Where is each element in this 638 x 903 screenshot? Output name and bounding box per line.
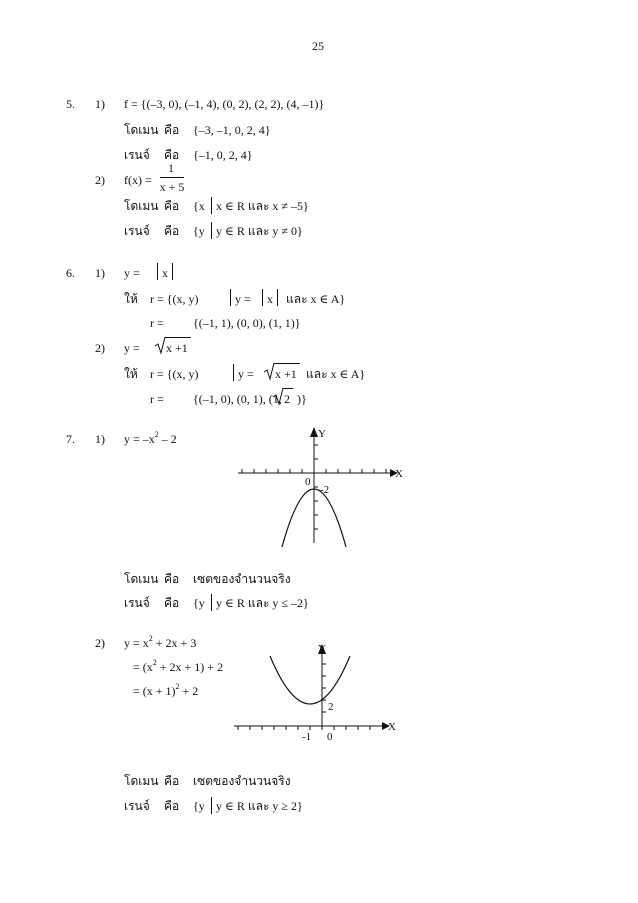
equation-part: + 2 xyxy=(179,684,199,698)
range-word: เรนจ์ xyxy=(124,148,150,162)
radical-overline xyxy=(274,363,300,364)
relation-mid: y = xyxy=(235,292,251,306)
relation-lhs: r = {(x, y) xyxy=(150,367,199,381)
x-axis-label: X xyxy=(395,468,403,480)
range-word: เรนจ์ xyxy=(124,596,150,610)
abs-content: x xyxy=(162,266,168,280)
relation-condition: และ x ∈ A} xyxy=(286,292,346,306)
domain-value: เซตของจำนวนจริง xyxy=(193,572,291,586)
domain-value: เซตของจำนวนจริง xyxy=(193,774,291,788)
exponent: 2 xyxy=(175,682,180,691)
range-word: เรนจ์ xyxy=(124,799,150,813)
y-mark-label: 2 xyxy=(328,701,334,713)
question-number: 6. xyxy=(66,266,75,280)
part-label: 2) xyxy=(95,341,105,355)
exponent: 2 xyxy=(154,430,159,439)
abs-bar-left xyxy=(157,263,158,280)
fraction-numerator: 1 xyxy=(168,161,174,175)
set-builder-condition: y ∈ R และ y ≥ 2} xyxy=(216,799,303,813)
y-axis-label: Y xyxy=(318,643,326,655)
x-mark-label: -1 xyxy=(302,731,312,743)
relation-condition: และ x ∈ A} xyxy=(306,367,366,381)
origin-label: 0 xyxy=(327,731,333,743)
fraction-denominator: x + 5 xyxy=(159,180,185,194)
radical-sign xyxy=(273,387,283,405)
equation-line-1 xyxy=(124,634,197,650)
is-word: คือ xyxy=(164,572,180,586)
equation-part: – 2 xyxy=(158,432,177,446)
relation-set-start: {(–1, 0), (0, 1), (1, xyxy=(193,392,282,406)
such-that-bar xyxy=(211,197,212,214)
set-builder-start: {y xyxy=(193,224,205,238)
domain-word: โดเมน xyxy=(124,774,159,788)
relation-lhs: r = {(x, y) xyxy=(150,292,199,306)
domain-word: โดเมน xyxy=(124,572,159,586)
is-word: คือ xyxy=(164,774,180,788)
is-word: คือ xyxy=(164,123,180,137)
such-that-bar xyxy=(233,364,234,381)
equation-part: = (x xyxy=(133,660,153,674)
origin-label: 0 xyxy=(305,476,311,488)
domain-word: โดเมน xyxy=(124,123,159,137)
equation-part: y = –x xyxy=(124,432,155,446)
function-lhs: f(x) = xyxy=(124,173,152,187)
question-number: 5. xyxy=(66,97,75,111)
domain-value: {–3, –1, 0, 2, 4} xyxy=(193,123,271,137)
abs-content: x xyxy=(267,292,273,306)
part-label: 1) xyxy=(95,266,105,280)
range-word: เรนจ์ xyxy=(124,224,150,238)
set-builder-condition: x ∈ R และ x ≠ –5} xyxy=(216,199,309,213)
question-number: 7. xyxy=(66,432,75,446)
equation-lhs: y = xyxy=(124,341,140,355)
abs-bar-right xyxy=(172,263,173,280)
relation-set: {(–1, 1), (0, 0), (1, 1)} xyxy=(193,316,301,330)
parabola-curve xyxy=(270,656,350,704)
domain-word: โดเมน xyxy=(124,199,159,213)
equation-line-3 xyxy=(133,682,199,698)
fraction-bar xyxy=(160,177,184,178)
radical-sign xyxy=(264,362,274,380)
is-word: คือ xyxy=(164,596,180,610)
radicand: x +1 xyxy=(275,367,297,381)
y-axis-label: Y xyxy=(318,428,326,440)
is-word: คือ xyxy=(164,799,180,813)
part-label: 2) xyxy=(95,636,105,650)
equation-line-2 xyxy=(133,658,224,674)
abs-bar-right xyxy=(277,289,278,306)
equation-part: + 2x + 1) + 2 xyxy=(156,660,224,674)
page-number: 25 xyxy=(312,39,324,53)
radicand: x +1 xyxy=(166,341,188,355)
equation-part: + 2x + 3 xyxy=(152,636,197,650)
equation xyxy=(124,430,177,446)
relation-lhs: r = xyxy=(150,392,164,406)
is-word: คือ xyxy=(164,148,180,162)
y-ticks xyxy=(314,445,318,529)
such-that-bar xyxy=(211,222,212,239)
x-axis-label: X xyxy=(388,721,396,733)
equation-lhs: y = xyxy=(124,266,140,280)
is-word: คือ xyxy=(164,199,180,213)
part-label: 1) xyxy=(95,97,105,111)
such-that-bar xyxy=(230,289,231,306)
radical-sign xyxy=(155,336,165,354)
y-ticks xyxy=(322,664,326,712)
set-builder-start: {x xyxy=(193,199,205,213)
set-builder-start: {y xyxy=(193,799,205,813)
parabola-graph-2 xyxy=(230,640,410,752)
relation-lhs: r = xyxy=(150,316,164,330)
such-that-bar xyxy=(211,797,212,814)
part-label: 2) xyxy=(95,173,105,187)
x-ticks xyxy=(238,726,370,730)
set-builder-start: {y xyxy=(193,596,205,610)
function-definition: f = {(–3, 0), (–1, 4), (0, 2), (2, 2), (4, –1)} xyxy=(124,97,325,111)
exponent: 2 xyxy=(152,658,157,667)
set-builder-condition: y ∈ R และ y ≠ 0} xyxy=(216,224,303,238)
relation-set-end: )} xyxy=(297,392,307,406)
such-that-bar xyxy=(211,594,212,611)
y-axis-arrow xyxy=(310,427,318,437)
radical-overline xyxy=(165,337,191,338)
equation-part: = (x + 1) xyxy=(133,684,176,698)
set-builder-condition: y ∈ R และ y ≤ –2} xyxy=(216,596,309,610)
let-word: ให้ xyxy=(124,292,138,306)
abs-bar-left xyxy=(262,289,263,306)
vertex-label: -2 xyxy=(320,484,330,496)
radical-overline xyxy=(283,388,293,389)
radicand: 2 xyxy=(284,392,290,406)
parabola-graph-1 xyxy=(230,425,410,550)
exponent: 2 xyxy=(148,634,153,643)
relation-mid: y = xyxy=(238,367,254,381)
is-word: คือ xyxy=(164,224,180,238)
equation-part: y = x xyxy=(124,636,149,650)
let-word: ให้ xyxy=(124,367,138,381)
part-label: 1) xyxy=(95,432,105,446)
range-value: {–1, 0, 2, 4} xyxy=(193,148,253,162)
